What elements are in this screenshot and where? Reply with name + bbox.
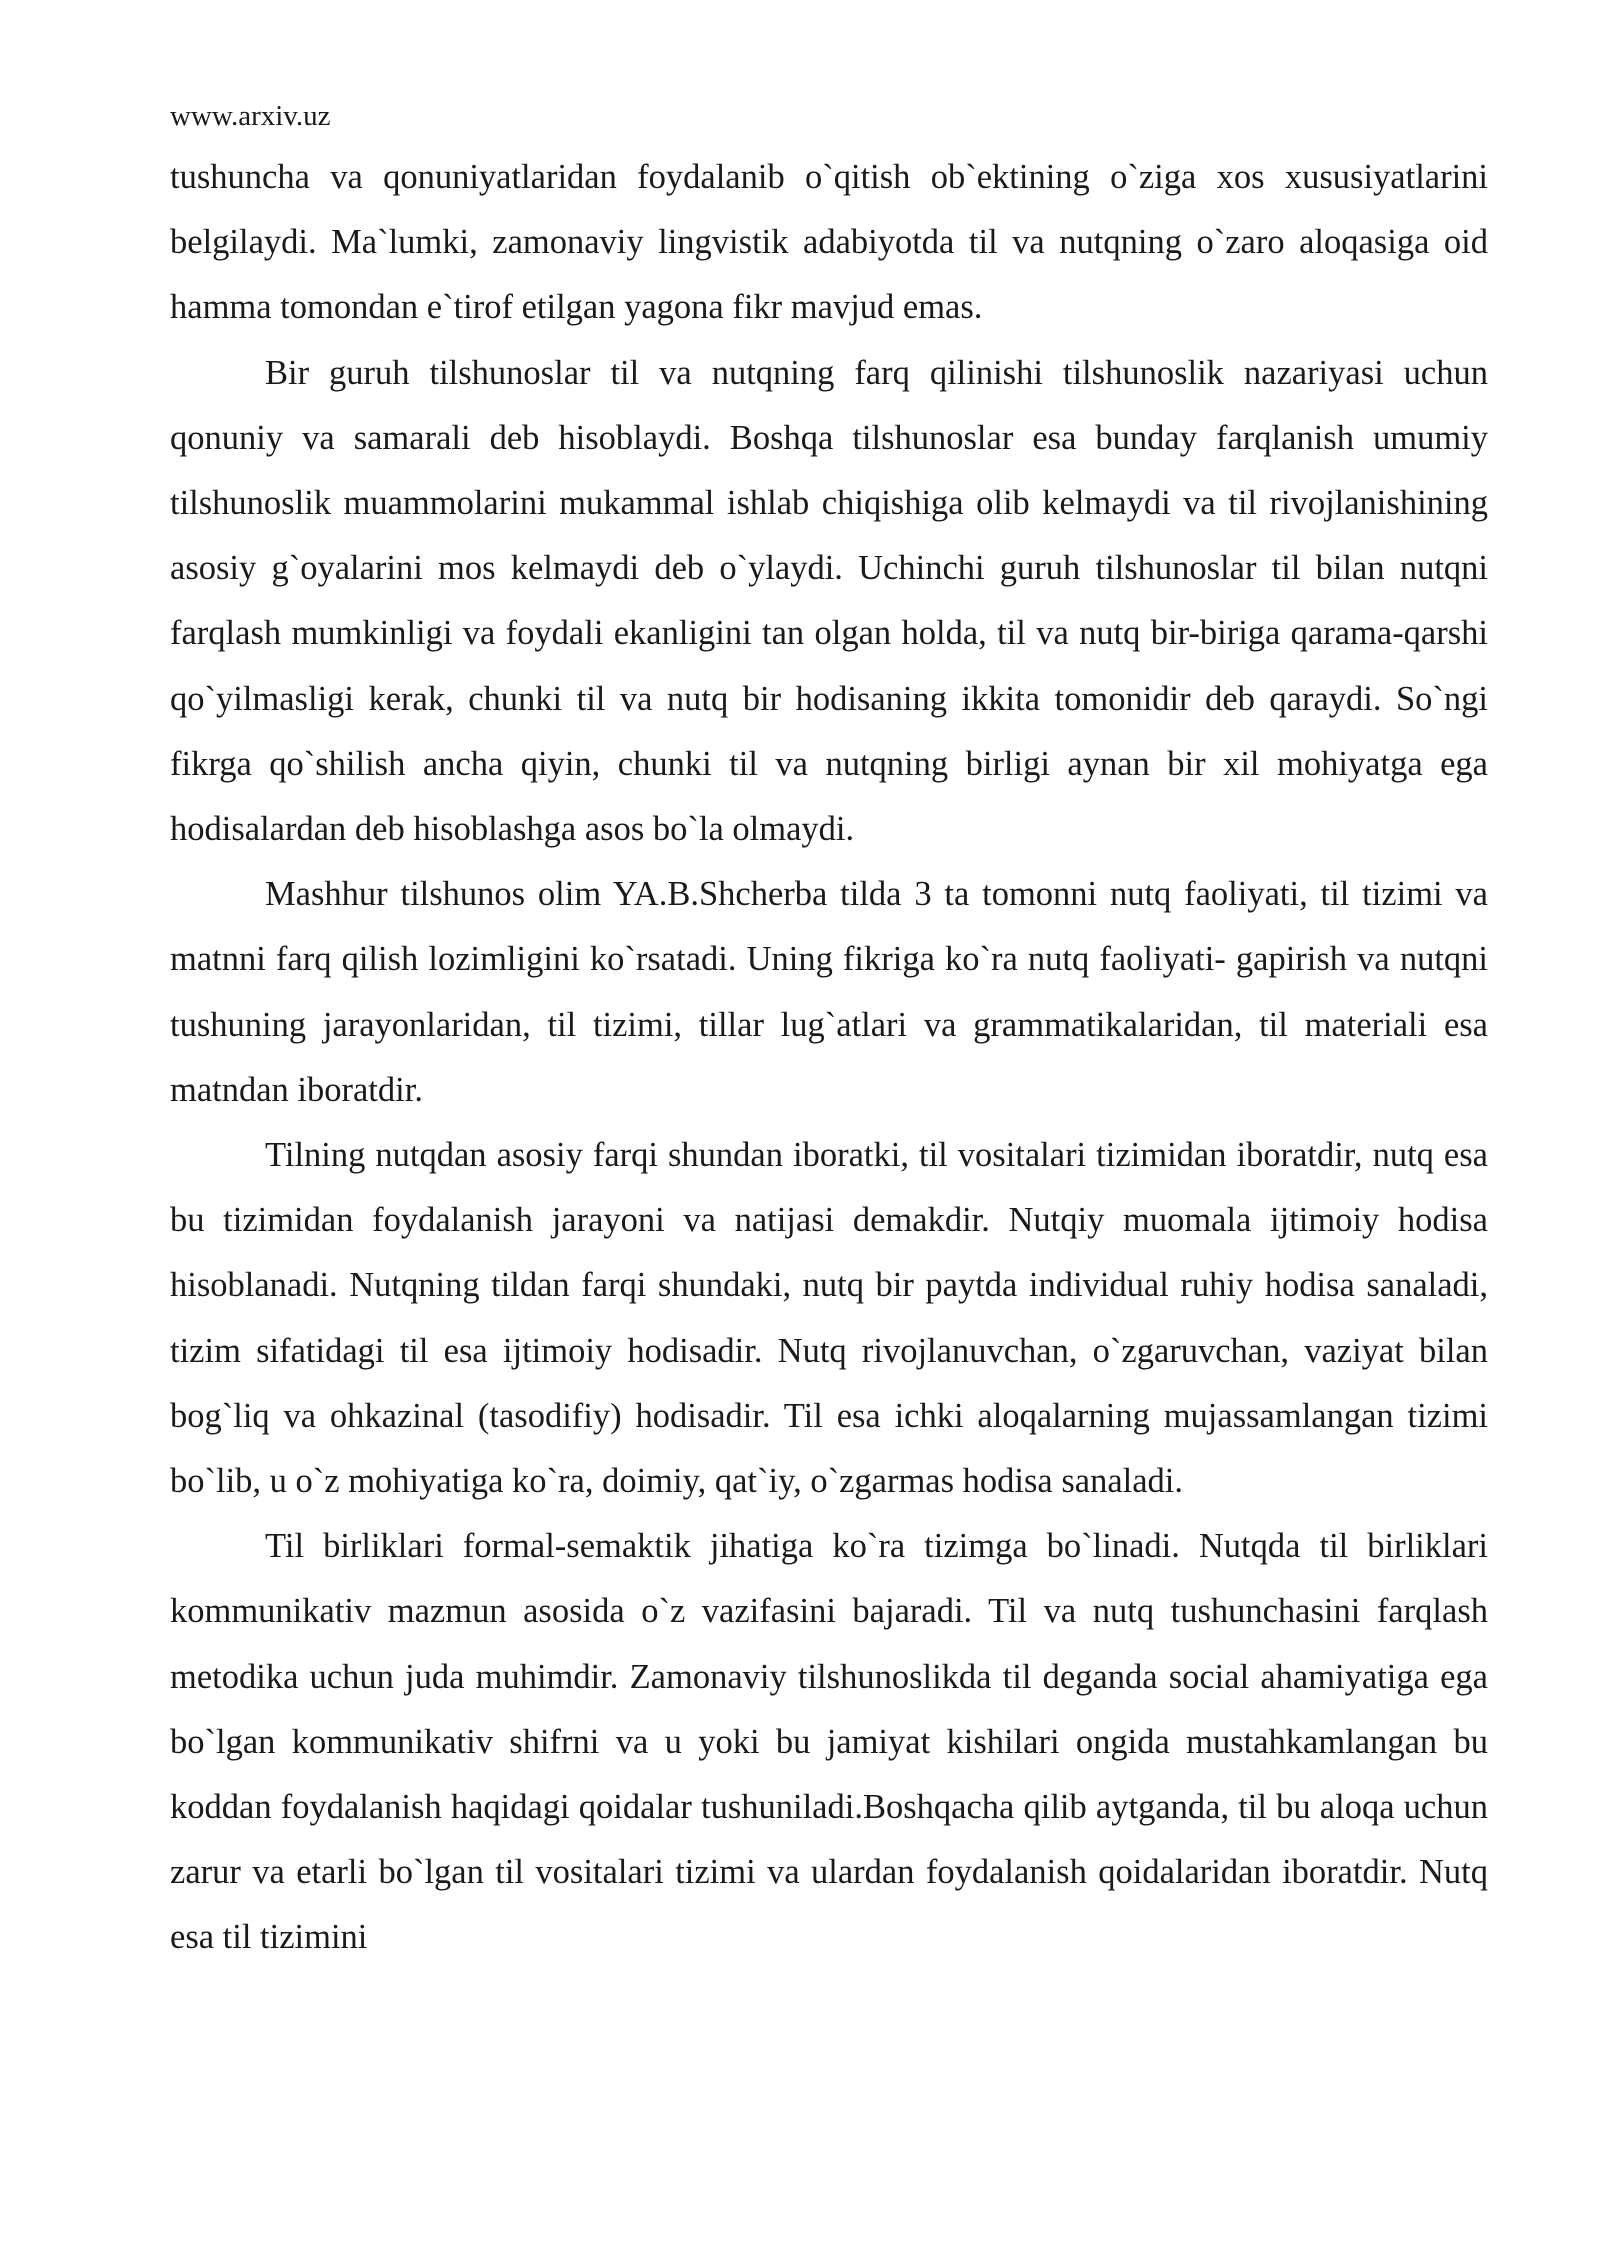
document-body [170, 145, 1488, 1971]
paragraph-3: Mashhur tilshunos olim YA.B.Shcherba tilda 3 ta tomonni nutq faoliyati, til tizimi va matnni farq qilish lozimligini ko`rsatadi. Uning fikriga ko`ra nutq faoliyati- gapirish va nutqni tushuning jarayonlaridan, til tizimi, tillar lug`atlari va grammatikalaridan, til materiali esa matndan iboratdir. [170, 875, 1488, 1109]
page-header-site[interactable]: www.arxiv.uz [170, 100, 331, 132]
paragraph-4: Tilning nutqdan asosiy farqi shundan iboratki, til vositalari tizimidan iboratdir, nutq esa bu tizimidan foydalanish jarayoni va natijasi demakdir. Nutqiy muomala ijtimoiy hodisa hisoblanadi. Nutqning tildan farqi shundaki, nutq bir paytda individual ruhiy hodisa sanaladi, tizim sifatidagi til esa ijtimoiy hodisadir. Nutq rivojlanuvchan, o`zgaruvchan, vaziyat bilan bog`liq va ohkazinal (tasodifiy) hodisadir. Til esa ichki aloqalarning mujassamlangan tizimi bo`lib, u o`z mohiyatiga ko`ra, doimiy, qat`iy, o`zgarmas hodisa sanaladi. [170, 1136, 1488, 1501]
paragraph-2: Bir guruh tilshunoslar til va nutqning farq qilinishi tilshunoslik nazariyasi uchun qonuniy va samarali deb hisoblaydi. Boshqa tilshunoslar esa bunday farqlanish umumiy tilshunoslik muammolarini mukammal ishlab chiqishiga olib kelmaydi va til rivojlanishining asosiy g`oyalarini mos kelmaydi deb o`ylaydi. Uchinchi guruh tilshunoslar til bilan nutqni farqlash mumkinligi va foydali ekanligini tan olgan holda, til va nutq bir-biriga qarama-qarshi qo`yilmasligi kerak, chunki til va nutq bir hodisaning ikkita tomonidir deb qaraydi. So`ngi fikrga qo`shilish ancha qiyin, chunki til va nutqning birligi aynan bir xil mohiyatga ega hodisalardan deb hisoblashga asos bo`la olmaydi. [170, 353, 1488, 849]
paragraph-1: tushuncha va qonuniyatlaridan foydalanib o`qitish ob`ektining o`ziga xos xususiyatlarini belgilaydi. Ma`lumki, zamonaviy lingvistik adabiyotda til va nutqning o`zaro aloqasiga oid hamma tomondan e`tirof etilgan yagona fikr mavjud emas. [170, 158, 1488, 327]
paragraph-5: Til birliklari formal-semaktik jihatiga ko`ra tizimga bo`linadi. Nutqda til birliklari kommunikativ mazmun asosida o`z vazifasini bajaradi. Til va nutq tushunchasini farqlash metodika uchun juda muhimdir. Zamonaviy tilshunoslikda til deganda social ahamiyatiga ega bo`lgan kommunikativ shifrni va u yoki bu jamiyat kishilari ongida mustahkamlangan bu koddan foydalanish haqidagi qoidalar tushuniladi.Boshqacha qilib aytganda, til bu aloqa uchun zarur va etarli bo`lgan til vositalari tizimi va ulardan foydalanish qoidalaridan iboratdir. Nutq esa til tizimini [170, 1527, 1488, 1957]
